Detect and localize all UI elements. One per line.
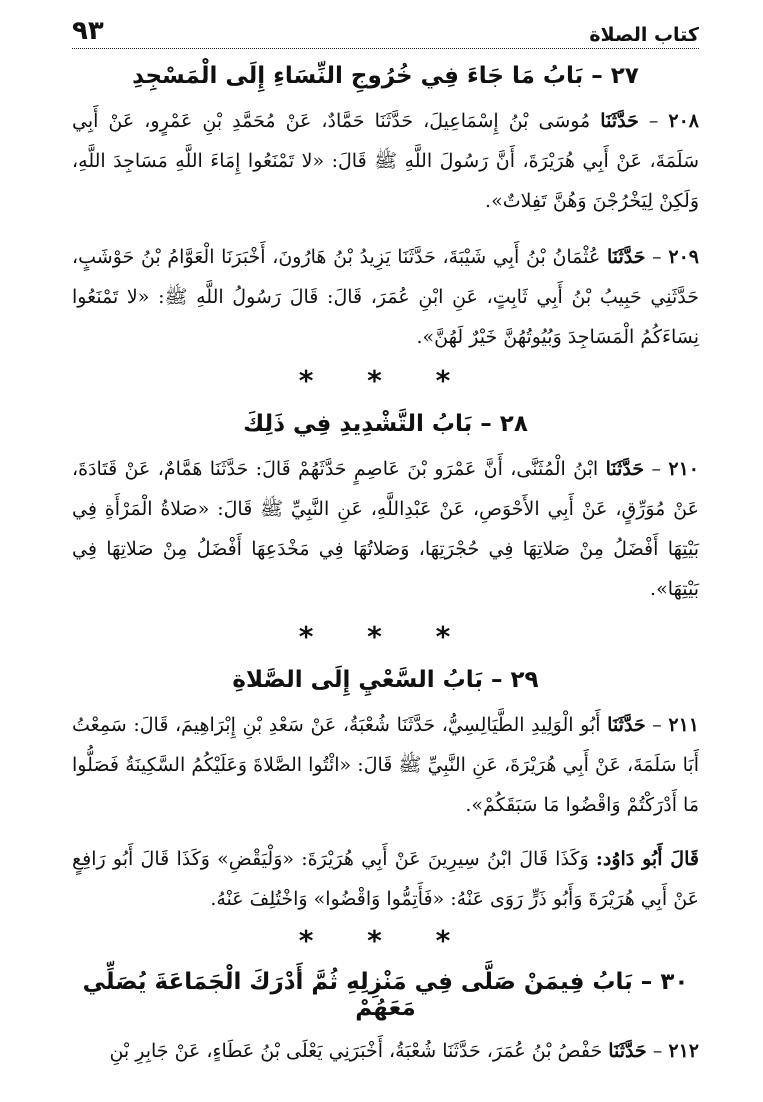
hadith-text: ابْنُ الْمُثَنَّى، أَنَّ عَمْرَو بْنَ عَاصِمٍ حَدَّثَهُمْ قَالَ: حَدَّثَنَا هَمَّامٌ، عَنْ قَتَادَةَ، عَنْ مُوَرِّقٍ، عَنْ أَبِي الأَحْوَصِ، عَنْ عَبْدِاللَّهِ، عَنِ النَّبِيِّ ﷺ قَالَ: «صَلاةُ الْمَرْأَةِ فِي بَيْتِهَا أَفْضَلُ مِنْ صَلاتِهَا فِي حُجْرَتِهَا، وَصَلاتُهَا فِي مَخْدَعِهَا أَفْضَلُ مِنْ صَلاتِهَا فِي بَيْتِهَا». [72, 458, 699, 600]
hadith-text: عُثْمَانُ بْنُ أَبِي شَيْبَةَ، حَدَّثَنَا يَزِيدُ بْنُ هَارُونَ، أَخْبَرَنَا الْعَوَّامُ بْنُ حَوْشَبٍ، حَدَّثَنِي حَبِيبُ بْنُ أَبِي ثَابِتٍ، عَنِ ابْنِ عُمَرَ، قَالَ: قَالَ رَسُولُ اللَّهِ ﷺ: «لا تَمْنَعُوا نِسَاءَكُمُ الْمَسَاجِدَ وَبُيُوتُهُنَّ خَيْرٌ لَهُنَّ». [72, 246, 699, 348]
hadith-text: مُوسَى بْنُ إِسْمَاعِيلَ، حَدَّثَنَا حَمَّادٌ، عَنْ مُحَمَّدِ بْنِ عَمْرٍو، عَنْ أَبِي سَلَمَةَ، عَنْ أَبِي هُرَيْرَةَ، أَنَّ رَسُولَ اللَّهِ ﷺ قَالَ: «لا تَمْنَعُوا إِمَاءَ اللَّهِ مَسَاجِدَ اللَّهِ، وَلَكِنْ لِيَخْرُجْنَ وَهُنَّ تَفِلاتٌ». [72, 110, 699, 212]
hadith-209: ٢٠٩ – حَدَّثَنَا عُثْمَانُ بْنُ أَبِي شَيْبَةَ، حَدَّثَنَا يَزِيدُ بْنُ هَارُونَ، أَخْبَرَنَا الْعَوَّامُ بْنُ حَوْشَبٍ، حَدَّثَنِي حَبِيبُ بْنُ أَبِي ثَابِتٍ، عَنِ ابْنِ عُمَرَ، قَالَ: قَالَ رَسُولُ اللَّهِ ﷺ: «لا تَمْنَعُوا نِسَاءَكُمُ الْمَسَاجِدَ وَبُيُوتُهُنَّ خَيْرٌ لَهُنَّ». [72, 246, 699, 348]
hadith-212: ٢١٢ – حَدَّثَنَا حَفْصُ بْنُ عُمَرَ، حَدَّثَنَا شُعْبَةُ، أَخْبَرَنِي يَعْلَى بْنُ عَطَاءٍ، عَنْ جَابِرِ بْنِ [109, 1040, 699, 1062]
chapter-heading-27: ٢٧ – بَابُ مَا جَاءَ فِي خُرُوجِ النِّسَاءِ إِلَى الْمَسْجِدِ [132, 63, 639, 89]
section-separator: * * * [298, 364, 473, 397]
hadith-number: ٢١١ [668, 714, 700, 736]
hadith-text: أَبُو الْوَلِيدِ الطَّيَالِسِيُّ، حَدَّثَنَا شُعْبَةُ، عَنْ سَعْدِ بْنِ إِبْرَاهِيمَ، قَالَ: سَمِعْتُ أَبَا سَلَمَةَ، عَنْ أَبِي هُرَيْرَةَ، عَنِ النَّبِيِّ ﷺ قَالَ: «ائْتُوا الصَّلاةَ وَعَلَيْكُمُ السَّكِينَةُ فَصَلُّوا مَا أَدْرَكْتُمْ وَاقْضُوا مَا سَبَقَكُمْ». [72, 714, 699, 816]
note-text: وَكَذَا قَالَ ابْنُ سِيرِينَ عَنْ أَبِي هُرَيْرَةَ: «وَلْيَقْضِ» وَكَذَا قَالَ أَبُو رَافِعٍ عَنْ أَبِي هُرَيْرَةَ وَأَبُو ذَرٍّ رَوَى عَنْهُ: «فَأَتِمُّوا وَاقْضُوا» وَاخْتُلِفَ عَنْهُ. [72, 848, 699, 910]
hadith-lead: حَدَّثَنَا [605, 458, 645, 480]
section-separator: * * * [298, 924, 473, 957]
hadith-lead: حَدَّثَنَا [607, 714, 646, 736]
chapter-heading-30: ٣٠ – بَابُ فِيمَنْ صَلَّى فِي مَنْزِلِهِ ثُمَّ أَدْرَكَ الْجَمَاعَةَ يُصَلِّي مَعَهُمْ [82, 969, 689, 1021]
hadith-lead: حَدَّثَنَا [608, 1040, 647, 1062]
chapter-heading-28: ٢٨ – بَابُ التَّشْدِيدِ فِي ذَلِكَ [243, 411, 528, 437]
hadith-lead: حَدَّثَنَا [600, 110, 639, 132]
hadith-number: ٢٠٨ [668, 110, 699, 132]
hadith-210: ٢١٠ – حَدَّثَنَا ابْنُ الْمُثَنَّى، أَنَّ عَمْرَو بْنَ عَاصِمٍ حَدَّثَهُمْ قَالَ: حَدَّثَنَا هَمَّامٌ، عَنْ قَتَادَةَ، عَنْ مُوَرِّقٍ، عَنْ أَبِي الأَحْوَصِ، عَنْ عَبْدِاللَّهِ، عَنِ النَّبِيِّ ﷺ قَالَ: «صَلاةُ الْمَرْأَةِ فِي بَيْتِهَا أَفْضَلُ مِنْ صَلاتِهَا فِي حُجْرَتِهَا، وَصَلاتُهَا فِي مَخْدَعِهَا أَفْضَلُ مِنْ صَلاتِهَا فِي بَيْتِهَا». [72, 458, 699, 600]
page-number: ٩٣ [72, 16, 104, 46]
hadith-208: ٢٠٨ – حَدَّثَنَا مُوسَى بْنُ إِسْمَاعِيلَ، حَدَّثَنَا حَمَّادٌ، عَنْ مُحَمَّدِ بْنِ عَمْرٍو، عَنْ أَبِي سَلَمَةَ، عَنْ أَبِي هُرَيْرَةَ، أَنَّ رَسُولَ اللَّهِ ﷺ قَالَ: «لا تَمْنَعُوا إِمَاءَ اللَّهِ مَسَاجِدَ اللَّهِ، وَلَكِنْ لِيَخْرُجْنَ وَهُنَّ تَفِلاتٌ». [72, 110, 699, 212]
abu-dawud-note [72, 839, 699, 919]
chapter-heading-29: ٢٩ – بَابُ السَّعْيِ إِلَى الصَّلاةِ [232, 667, 539, 693]
book-title: كتاب الصلاة [589, 24, 699, 46]
hadith-number: ٢٠٩ [668, 246, 699, 268]
hadith-lead: حَدَّثَنَا [606, 246, 646, 268]
hadith-text: حَفْصُ بْنُ عُمَرَ، حَدَّثَنَا شُعْبَةُ، أَخْبَرَنِي يَعْلَى بْنُ عَطَاءٍ، عَنْ جَابِرِ بْنِ [109, 1040, 603, 1062]
running-header [72, 18, 699, 49]
hadith-211: ٢١١ – حَدَّثَنَا أَبُو الْوَلِيدِ الطَّيَالِسِيُّ، حَدَّثَنَا شُعْبَةُ، عَنْ سَعْدِ بْنِ إِبْرَاهِيمَ، قَالَ: سَمِعْتُ أَبَا سَلَمَةَ، عَنْ أَبِي هُرَيْرَةَ، عَنِ النَّبِيِّ ﷺ قَالَ: «ائْتُوا الصَّلاةَ وَعَلَيْكُمُ السَّكِينَةُ فَصَلُّوا مَا أَدْرَكْتُمْ وَاقْضُوا مَا سَبَقَكُمْ». [72, 714, 700, 816]
section-separator: * * * [298, 620, 473, 653]
hadith-number: ٢١٢ [668, 1040, 699, 1062]
hadith-number: ٢١٠ [668, 458, 699, 480]
note-lead: قَالَ أَبُو دَاوُد: [595, 848, 699, 870]
